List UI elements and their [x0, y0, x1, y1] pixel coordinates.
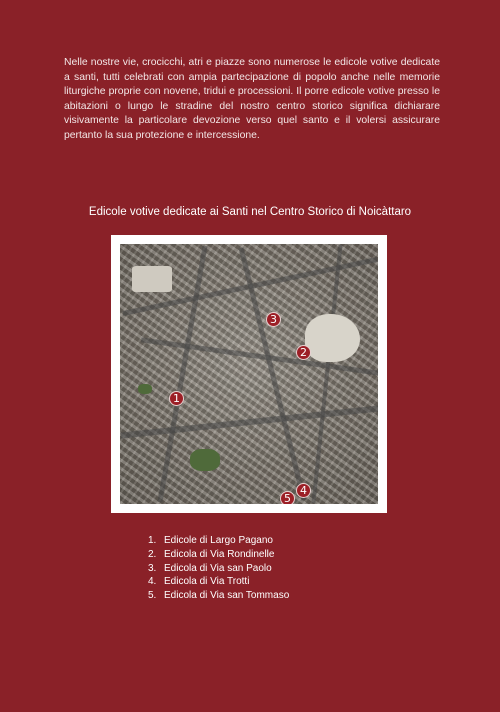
- legend-item-label: Edicole di Largo Pagano: [164, 535, 273, 546]
- intro-paragraph: Nelle nostre vie, crocicchi, atri e piazze sono numerose le edicole votive dedicate a santi, tutti celebrati con ampia partecipazione di popolo anche nelle memorie liturgiche proprie con novene, tridui e processioni. Il porre edicole votive presso le abitazioni o lungo le stradine del nostro centro storico significa dichiarare visivamente la particolare devozione verso quel santo e il volersi assicurare pertanto la sua protezione e intercessione.: [64, 57, 440, 141]
- map-title: Edicole votive dedicate ai Santi nel Centro Storico di Noicàttaro: [88, 206, 412, 218]
- legend-item: [148, 562, 289, 576]
- legend-item-label: Edicola di Via san Tommaso: [164, 590, 290, 602]
- map-marker-3: 3: [266, 312, 281, 327]
- legend-item-number: 5.: [148, 590, 157, 602]
- map-legend: [148, 534, 289, 603]
- map-marker-2: 2: [296, 345, 311, 360]
- map-marker-5: 5: [280, 491, 295, 504]
- legend-item: [148, 575, 289, 589]
- legend-item-number: 2.: [148, 548, 157, 560]
- legend-item-number: 1.: [148, 535, 157, 546]
- map-marker-1: 1: [169, 391, 184, 406]
- legend-item-label: Edicola di Via Rondinelle: [164, 548, 275, 560]
- map-frame: [111, 235, 387, 513]
- legend-item: [148, 589, 289, 603]
- aerial-map-image: [120, 244, 378, 504]
- legend-item-number: 4.: [148, 576, 157, 588]
- legend-item-label: Edicola di Via san Paolo: [164, 562, 272, 574]
- legend-item: [148, 548, 289, 562]
- legend-item: [148, 534, 289, 548]
- legend-item-number: 3.: [148, 562, 157, 574]
- legend-item-label: Edicola di Via Trotti: [164, 576, 250, 588]
- map-marker-4: 4: [296, 483, 311, 498]
